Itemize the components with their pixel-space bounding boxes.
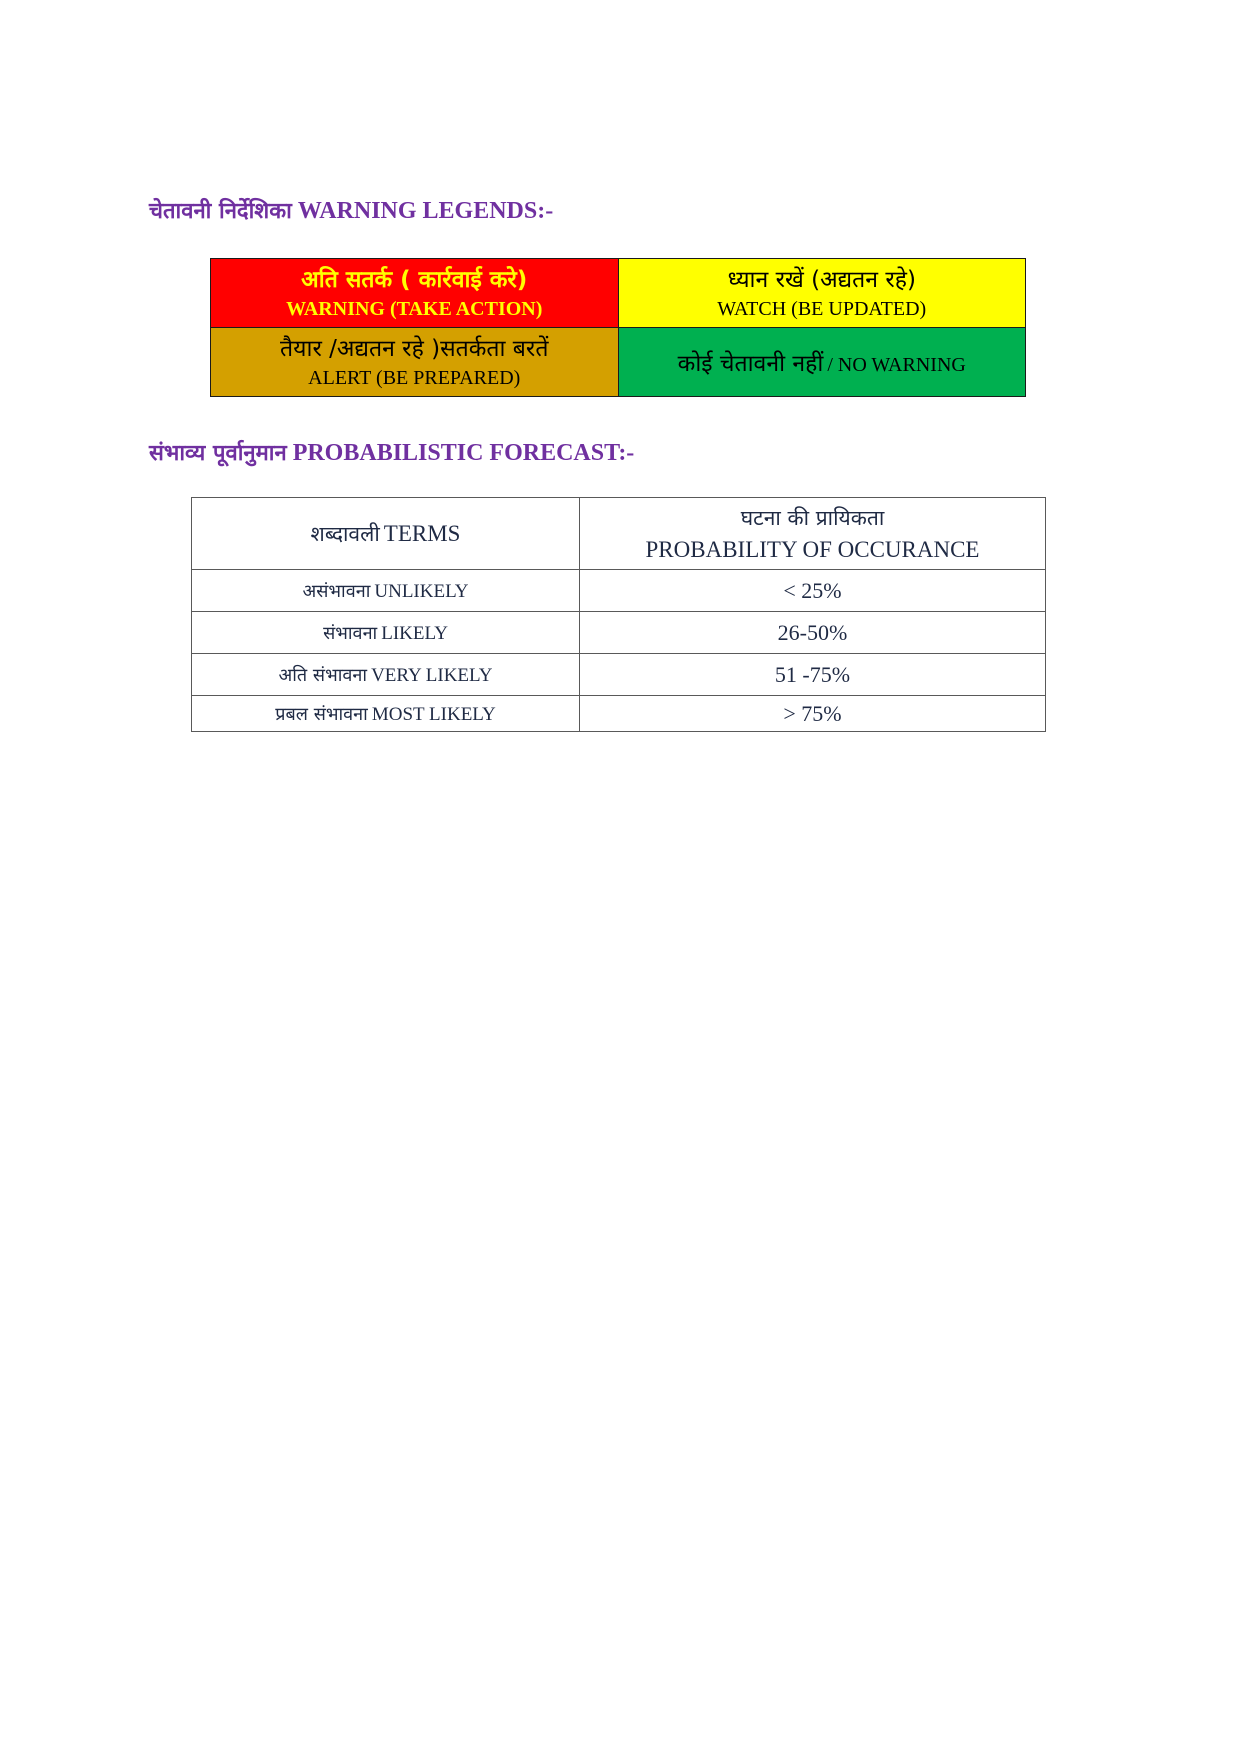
probability-cell: 26-50% xyxy=(580,612,1046,654)
term-hi: संभावना xyxy=(323,622,378,644)
header-terms-en: TERMS xyxy=(383,520,461,546)
term-hi: अति संभावना xyxy=(278,664,368,686)
probability-table xyxy=(191,497,1046,732)
term-cell xyxy=(192,570,580,612)
legend-alert-hi: तैयार /अद्यतन रहे )सतर्कता बरतें xyxy=(280,336,549,362)
header-terms xyxy=(192,498,580,570)
term-cell xyxy=(192,654,580,696)
warning-legends-heading xyxy=(149,195,553,225)
term-hi: असंभावना xyxy=(302,580,371,602)
term-en: UNLIKELY xyxy=(374,580,469,602)
probability-cell: > 75% xyxy=(580,696,1046,732)
probability-cell: < 25% xyxy=(580,570,1046,612)
legend-cell-no-warning xyxy=(618,328,1026,397)
warning-legends-heading-hi: चेतावनी निर्देशिका xyxy=(149,199,292,224)
probability-table-header xyxy=(192,498,1046,570)
term-hi: प्रबल संभावना xyxy=(275,703,368,725)
legend-no-warning-en: / NO WARNING xyxy=(827,354,966,376)
probabilistic-forecast-heading-en: PROBABILISTIC FORECAST:- xyxy=(292,440,635,466)
header-probability xyxy=(580,498,1046,570)
header-probability-hi: घटना की प्रायिकता xyxy=(740,505,885,530)
probability-cell: 51 -75% xyxy=(580,654,1046,696)
probabilistic-forecast-heading-hi: संभाव्य पूर्वानुमान xyxy=(149,441,287,466)
term-cell xyxy=(192,696,580,732)
table-row xyxy=(192,696,1046,732)
term-en: MOST LIKELY xyxy=(371,703,496,725)
legend-cell-alert xyxy=(211,328,619,397)
legend-cell-warning xyxy=(211,259,619,328)
legend-no-warning-hi: कोई चेतावनी नहीं xyxy=(677,351,824,377)
legend-alert-en: ALERT (BE PREPARED) xyxy=(308,367,521,389)
table-row xyxy=(192,654,1046,696)
legend-warning-en: WARNING (TAKE ACTION) xyxy=(286,298,543,320)
term-en: LIKELY xyxy=(381,622,448,644)
header-terms-hi: शब्दावली xyxy=(310,521,380,546)
legend-cell-watch xyxy=(618,259,1026,328)
term-cell xyxy=(192,612,580,654)
legend-watch-en: WATCH (BE UPDATED) xyxy=(717,298,927,320)
legend-watch-hi: ध्यान रखें (अद्यतन रहे) xyxy=(727,267,916,293)
probabilistic-forecast-heading xyxy=(149,437,634,467)
term-en: VERY LIKELY xyxy=(371,664,493,686)
header-probability-en: PROBABILITY OF OCCURANCE xyxy=(645,536,980,562)
warning-legend-table xyxy=(210,258,1026,397)
table-row xyxy=(192,570,1046,612)
warning-legends-heading-en: WARNING LEGENDS:- xyxy=(297,198,554,224)
legend-warning-hi: अति सतर्क ( कार्रवाई करे) xyxy=(301,267,528,293)
table-row xyxy=(192,612,1046,654)
